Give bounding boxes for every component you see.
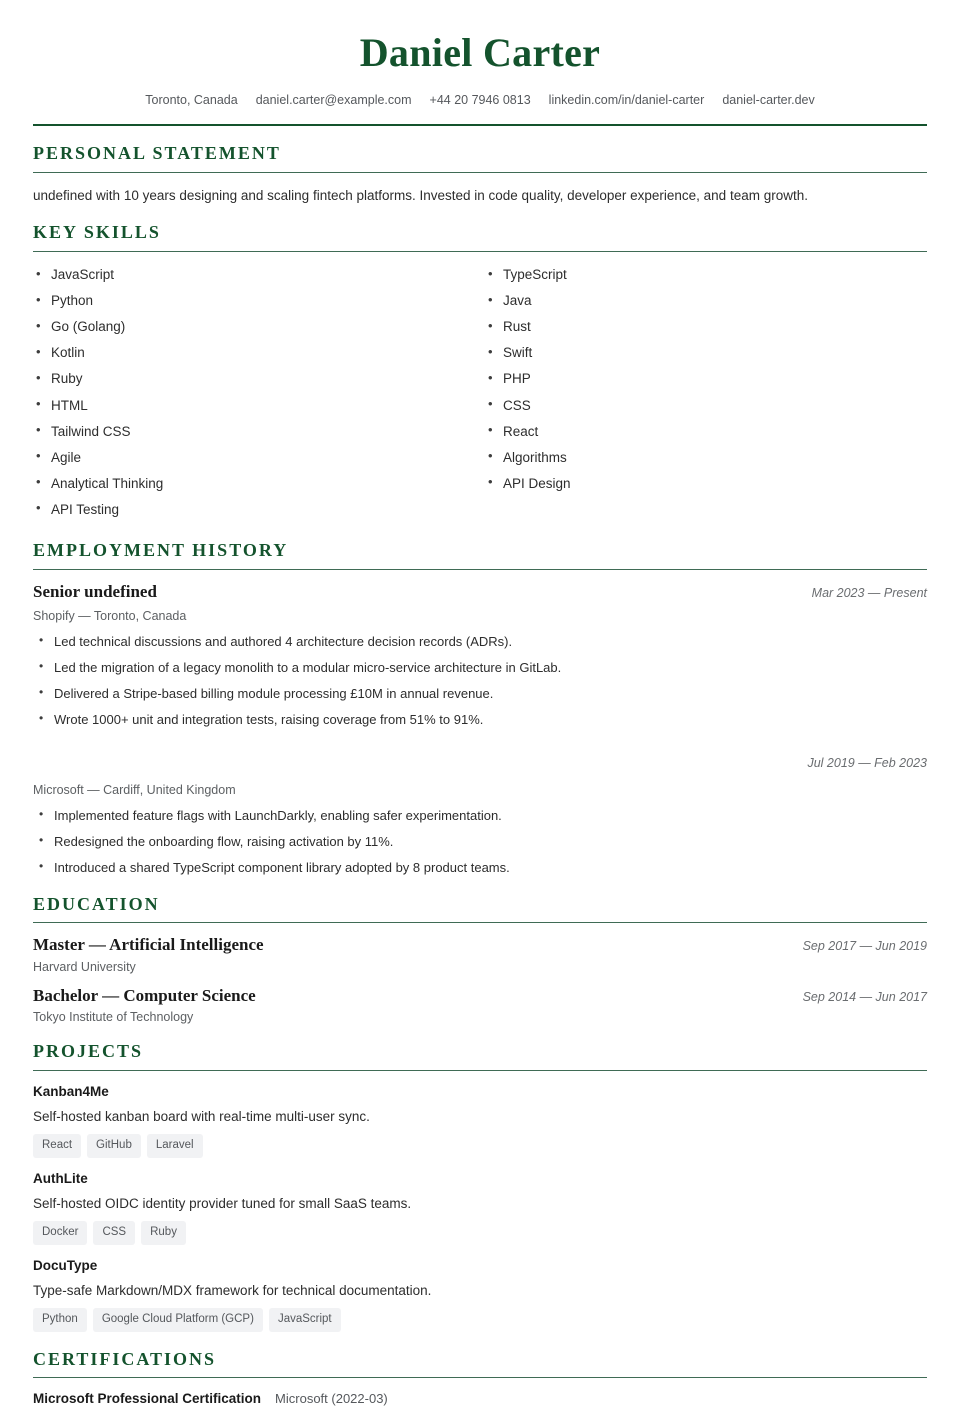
header-divider [33,124,927,126]
project-entry [33,1258,927,1332]
skill-item: • Algorithms [485,445,927,471]
project-tag: GitHub [87,1134,141,1158]
skill-item: • Agile [33,445,480,471]
candidate-name: Daniel Carter [359,30,601,75]
project-tag: Ruby [141,1221,186,1245]
section-personal-statement [33,143,927,205]
skill-item: • Analytical Thinking [33,471,480,497]
certification-line [33,1391,927,1406]
education-degree: Master — Artificial Intelligence [33,935,264,955]
skill-item: • Rust [485,315,927,341]
certification-name: Microsoft Professional Certification [33,1391,262,1406]
section-title-employment-history: EMPLOYMENT HISTORY [33,540,289,561]
employment-bullet: • Introduced a shared TypeScript component library adopted by 8 product teams. [33,859,927,877]
resume-header [33,0,927,126]
section-divider [33,172,927,173]
employment-bullet: • Led technical discussions and authored 4 architecture decision records (ADRs). [33,633,927,659]
project-tag-list [33,1308,927,1332]
project-description: Type-safe Markdown/MDX framework for technical documentation. [33,1282,432,1298]
employment-bullet: • Redesigned the onboarding flow, raising activation by 11%. [33,833,927,859]
education-dates: Sep 2017 — Jun 2019 [802,939,927,954]
skill-item: • JavaScript [33,263,480,289]
skill-item: • API Testing [33,497,480,523]
employment-header-row [33,582,927,602]
project-name: DocuType [33,1257,98,1273]
education-entry [33,986,927,1024]
skill-item: • Python [33,289,480,315]
employment-company-location: Microsoft — Cardiff, United Kingdom [33,782,236,797]
contact-email[interactable]: daniel.carter@example.com [255,93,412,107]
section-projects [33,1041,927,1331]
section-title-projects: PROJECTS [33,1041,144,1062]
employment-bullet: • Led the migration of a legacy monolith to a modular micro-service architecture in GitLab. [33,659,927,685]
employment-bullet: • Wrote 1000+ unit and integration tests, raising coverage from 51% to 91%. [33,711,927,729]
education-school: Tokyo Institute of Technology [33,1010,194,1025]
employment-bullet-list [33,633,927,729]
employment-header-row [33,756,927,776]
certification-issuer: Microsoft (2022-03) [275,1391,388,1406]
education-dates: Sep 2014 — Jun 2017 [802,989,927,1004]
project-tag: CSS [93,1221,135,1245]
section-divider [33,922,927,923]
employment-title: Senior undefined [33,581,157,601]
contact-website[interactable]: daniel-carter.dev [722,93,815,107]
project-tag: Laravel [147,1134,203,1158]
section-divider [33,1070,927,1071]
employment-entry [33,756,927,877]
project-name: AuthLite [33,1170,88,1186]
skill-item: • CSS [485,393,927,419]
project-name: Kanban4Me [33,1083,109,1099]
section-divider [33,251,927,252]
skill-item: • HTML [33,393,480,419]
contact-line [33,93,927,107]
skills-grid [33,263,927,523]
skill-item: • Tailwind CSS [33,419,480,445]
skills-column-right [485,263,927,523]
employment-bullet: • Implemented feature flags with LaunchDarkly, enabling safer experimentation. [33,807,927,833]
education-entry [33,935,927,973]
contact-linkedin[interactable]: linkedin.com/in/daniel-carter [548,93,705,107]
section-title-education: EDUCATION [33,893,160,914]
project-tag: React [33,1134,81,1158]
section-key-skills [33,222,927,523]
skill-item: • Java [485,289,927,315]
project-tag: Python [33,1308,87,1332]
project-description: Self-hosted kanban board with real-time multi-user sync. [33,1109,370,1125]
contact-phone[interactable]: +44 20 7946 0813 [429,93,531,107]
project-tag: Docker [33,1221,87,1245]
skill-item: • TypeScript [485,263,927,289]
section-employment-history [33,540,927,877]
project-tag-list [33,1134,927,1158]
project-description: Self-hosted OIDC identity provider tuned for small SaaS teams. [33,1195,412,1211]
skill-item: • PHP [485,367,927,393]
skill-item: • Swift [485,341,927,367]
section-divider [33,1377,927,1378]
personal-statement-body: undefined with 10 years designing and scaling fintech platforms. Invested in code quality, developer experience, and team growth. [33,187,808,203]
skill-item: • Ruby [33,367,480,393]
project-entry [33,1171,927,1245]
employment-company-location: Shopify — Toronto, Canada [33,609,187,624]
skills-column-left [33,263,480,523]
project-entry [33,1084,927,1158]
skill-item: • Go (Golang) [33,315,480,341]
employment-entry [33,582,927,729]
section-title-certifications: CERTIFICATIONS [33,1348,217,1369]
employment-dates: Jul 2019 — Feb 2023 [807,755,927,770]
section-title-personal-statement: PERSONAL STATEMENT [33,143,281,163]
skill-item: • React [485,419,927,445]
section-divider [33,569,927,570]
project-tag: JavaScript [269,1308,341,1332]
skill-item: • API Design [485,471,927,497]
section-title-key-skills: KEY SKILLS [33,222,161,243]
employment-bullet-list [33,807,927,877]
education-school: Harvard University [33,959,136,974]
project-tag: Google Cloud Platform (GCP) [93,1308,263,1332]
employment-bullet: • Delivered a Stripe-based billing module processing £10M in annual revenue. [33,685,927,711]
certification-entry [33,1391,927,1406]
education-header-row [33,935,927,955]
employment-dates: Mar 2023 — Present [811,585,927,600]
section-certifications [33,1349,927,1406]
education-degree: Bachelor — Computer Science [33,985,256,1005]
education-header-row [33,986,927,1006]
project-tag-list [33,1221,927,1245]
section-education [33,894,927,1024]
skill-item: • Kotlin [33,341,480,367]
contact-location: Toronto, Canada [145,93,238,107]
